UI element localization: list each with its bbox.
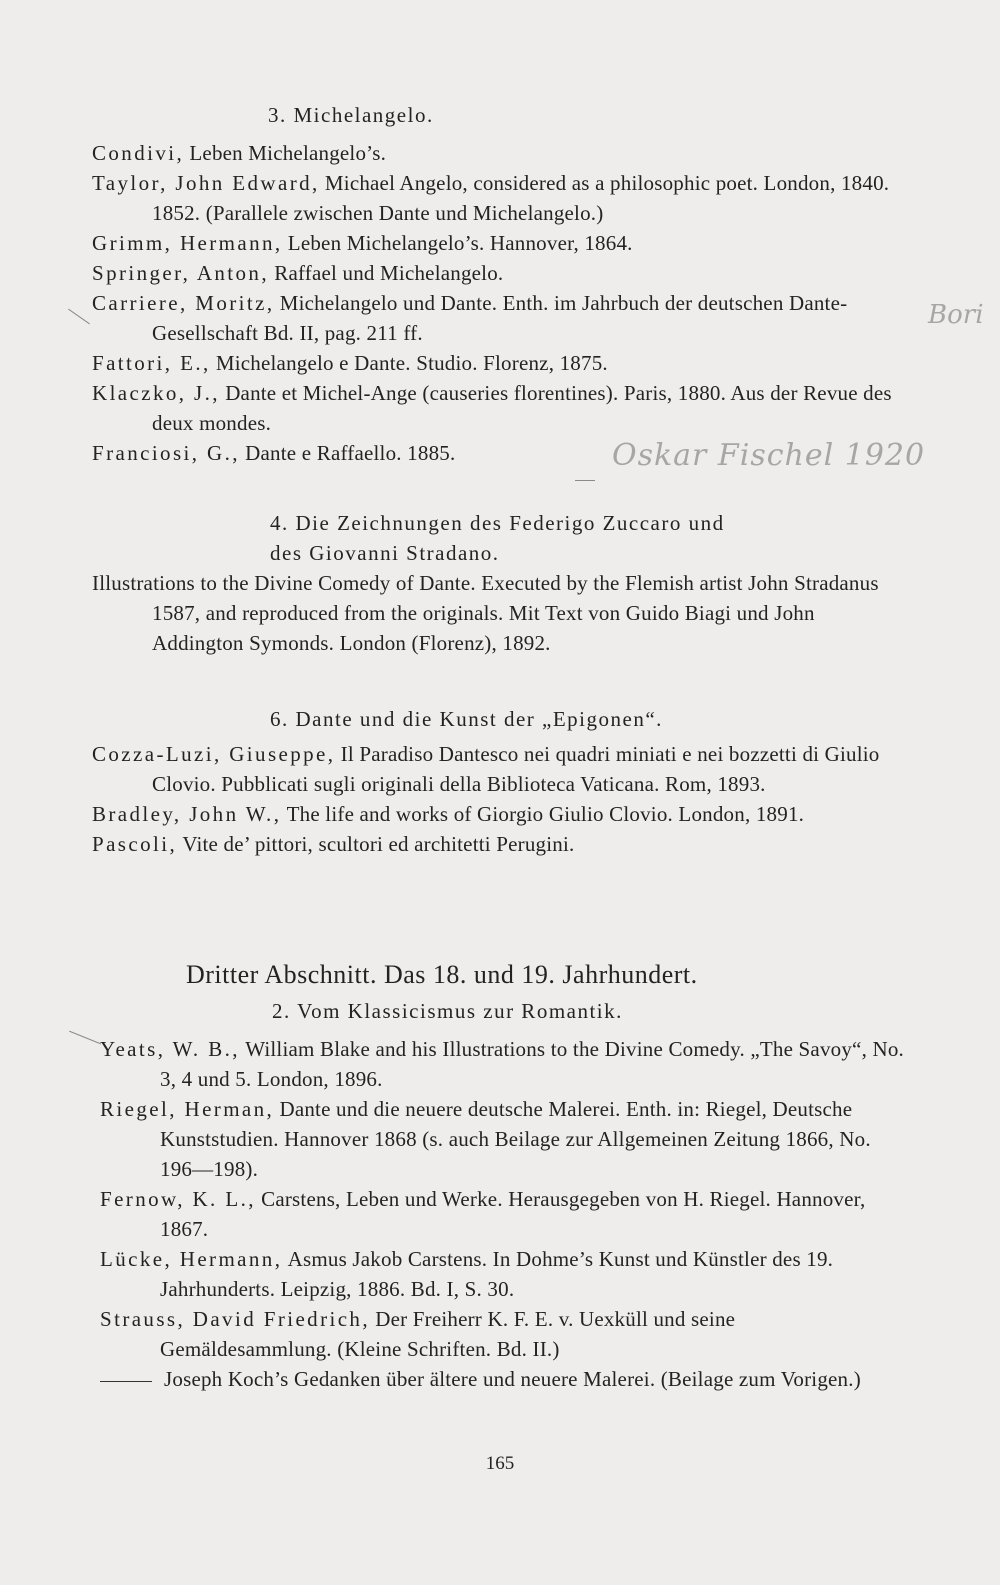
entry-author: Fattori, E., — [92, 351, 211, 375]
heading-line: 4. Die Zeichnungen des Federigo Zuccaro und — [270, 511, 725, 535]
bib-entry — [92, 378, 902, 438]
entry-text: Michelangelo und Dante. Enth. im Jahrbuch der deutschen Dante-Gesellschaft Bd. II, pag. 211 ff. — [152, 291, 848, 345]
bib-entry — [100, 1034, 905, 1094]
pencil-tick — [69, 1031, 101, 1045]
entry-author: Yeats, W. B., — [100, 1037, 240, 1061]
bib-entry — [92, 168, 902, 228]
entry-text: William Blake and his Illustrations to the Divine Comedy. „The Savoy“, No. 3, 4 und 5. London, 1896. — [160, 1037, 904, 1091]
entry-author: Riegel, Herman, — [100, 1097, 275, 1121]
bib-entry — [92, 288, 902, 348]
bib-entry — [92, 348, 902, 378]
section-heading-epigonen: 6. Dante und die Kunst der „Epigonen“. — [270, 707, 663, 731]
margin-note: Bori — [928, 300, 984, 330]
handwritten-signature: Oskar Fischel 1920 — [612, 438, 926, 473]
bib-entry — [100, 1304, 905, 1364]
entry-text: Dante et Michel-Ange (causeries florentines). Paris, 1880. Aus der Revue des deux mondes. — [152, 381, 892, 435]
entry-author: Strauss, David Friedrich, — [100, 1307, 370, 1331]
bib-entry — [92, 568, 902, 658]
entry-text: Illustrations to the Divine Comedy of Dante. Executed by the Flemish artist John Stradanus 1587, and reproduced from the originals. Mit Text von Guido Biagi und John Addington Symonds. London (Florenz), 1892. — [92, 571, 879, 655]
section-heading-zuccaro — [270, 508, 725, 568]
heading-line: des Giovanni Stradano. — [270, 541, 500, 565]
entry-text: Joseph Koch’s Gedanken über ältere und neuere Malerei. (Beilage zum Vorigen.) — [164, 1367, 861, 1391]
bib-entry — [100, 1244, 905, 1304]
chapter-title: Dritter Abschnitt. Das 18. und 19. Jahrhundert. — [186, 960, 698, 989]
zuccaro-bibliography — [92, 568, 902, 658]
bib-entry — [92, 258, 902, 288]
entry-text: Leben Michelangelo’s. Hannover, 1864. — [287, 231, 633, 255]
entry-text: Asmus Jakob Carstens. In Dohme’s Kunst und Künstler des 19. Jahrhunderts. Leipzig, 1886. Bd. I, S. 30. — [160, 1247, 834, 1301]
entry-text: The life and works of Giorgio Giulio Clovio. London, 1891. — [286, 802, 805, 826]
entry-author: Grimm, Hermann, — [92, 231, 283, 255]
entry-author: Springer, Anton, — [92, 261, 269, 285]
entry-text: Dante und die neuere deutsche Malerei. Enth. in: Riegel, Deutsche Kunststudien. Hannover 1868 (s. auch Beilage zur Allgemeinen Zeitung 1866, No. 196—198). — [160, 1097, 871, 1181]
entry-text: Raffael und Michelangelo. — [274, 261, 504, 285]
bib-entry — [92, 739, 902, 799]
dritter-bibliography — [100, 1034, 905, 1394]
bib-entry — [92, 829, 902, 859]
entry-author: Taylor, John Edward, — [92, 171, 320, 195]
bib-entry — [100, 1364, 905, 1394]
section-heading-michelangelo: 3. Michelangelo. — [268, 103, 434, 127]
entry-author: Pascoli, — [92, 832, 178, 856]
bib-entry — [100, 1094, 905, 1184]
entry-author: Fernow, K. L., — [100, 1187, 256, 1211]
entry-text: Der Freiherr K. F. E. v. Uexküll und seine Gemäldesammlung. (Kleine Schriften. Bd. II.) — [160, 1307, 736, 1361]
entry-text: Vite de’ pittori, scultori ed architetti Perugini. — [182, 832, 575, 856]
entry-author: Klaczko, J., — [92, 381, 220, 405]
entry-text: Leben Michelangelo’s. — [189, 141, 387, 165]
entry-text: Michelangelo e Dante. Studio. Florenz, 1875. — [215, 351, 608, 375]
bib-entry — [92, 228, 902, 258]
epigonen-bibliography — [92, 739, 902, 859]
entry-text: Dante e Raffaello. 1885. — [245, 441, 456, 465]
entry-author: Bradley, John W., — [92, 802, 282, 826]
entry-author: Lücke, Hermann, — [100, 1247, 283, 1271]
bib-entry — [92, 138, 902, 168]
page-number: 165 — [485, 1453, 515, 1474]
entry-author: Franciosi, G., — [92, 441, 240, 465]
entry-text: Il Paradiso Dantesco nei quadri miniati e nei bozzetti di Giulio Clovio. Pubblicati sugli originali della Biblioteca Vaticana. Rom, 1893. — [152, 742, 880, 796]
ditto-dash — [100, 1381, 152, 1382]
entry-author: Condivi, — [92, 141, 185, 165]
pencil-tick — [68, 309, 90, 325]
entry-text: Carstens, Leben und Werke. Herausgegeben von H. Riegel. Hannover, 1867. — [160, 1187, 866, 1241]
entry-author: Cozza-Luzi, Giuseppe, — [92, 742, 336, 766]
section-heading-klassicismus: 2. Vom Klassicismus zur Romantik. — [272, 999, 623, 1023]
entry-text: Michael Angelo, considered as a philosophic poet. London, 1840. 1852. (Parallele zwischen Dante und Michelangelo.) — [152, 171, 890, 225]
bib-entry — [92, 799, 902, 829]
entry-author: Carriere, Moritz, — [92, 291, 275, 315]
michelangelo-bibliography — [92, 138, 902, 468]
pencil-dash — [575, 480, 595, 481]
bib-entry — [100, 1184, 905, 1244]
